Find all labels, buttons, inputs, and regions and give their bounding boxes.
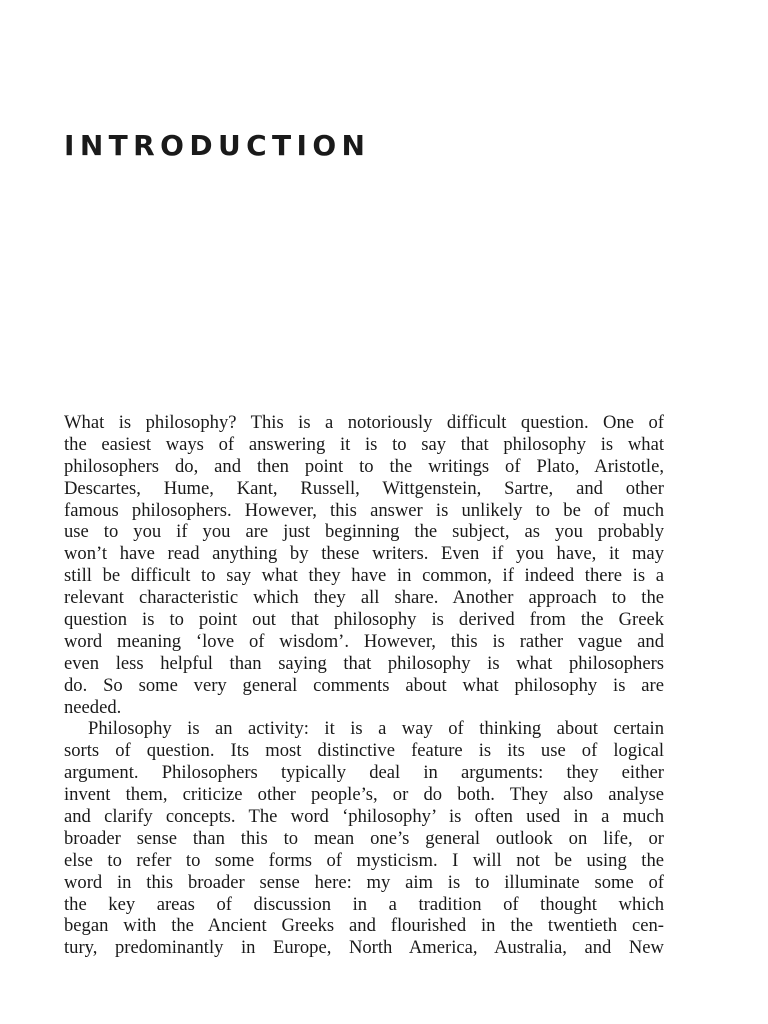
text-line: began with the Ancient Greeks and flourished in the twentieth cen- [64,915,664,937]
chapter-title: INTRODUCTION [64,129,371,162]
text-line: invent them, criticize other people’s, or do both. They also analyse [64,784,664,806]
text-line: the easiest ways of answering it is to say that philosophy is what [64,433,664,455]
text-line: word in this broader sense here: my aim is to illuminate some of [64,871,664,893]
text-line: philosophers do, and then point to the writings of Plato, Aristotle, [64,455,664,477]
text-line: still be difficult to say what they have in common, if indeed there is a [64,565,664,587]
text-line: even less helpful than saying that philosophy is what philosophers [64,652,664,674]
body-text [64,412,664,959]
text-line: Philosophy is an activity: it is a way of thinking about certain [88,718,664,740]
text-line: relevant characteristic which they all share. Another approach to the [64,587,664,609]
text-line: the key areas of discussion in a tradition of thought which [64,893,664,915]
text-line: needed. [64,696,122,718]
text-line: famous philosophers. However, this answer is unlikely to be of much [64,499,664,521]
text-line: Descartes, Hume, Kant, Russell, Wittgenstein, Sartre, and other [64,477,664,499]
text-line: broader sense than this to mean one’s general outlook on life, or [64,827,664,849]
text-line: use to you if you are just beginning the subject, as you probably [64,521,664,543]
text-line: won’t have read anything by these writers. Even if you have, it may [64,543,664,565]
paragraph [64,412,664,718]
text-line: word meaning ‘love of wisdom’. However, this is rather vague and [64,630,664,652]
text-line: and clarify concepts. The word ‘philosophy’ is often used in a much [64,806,664,828]
text-line: question is to point out that philosophy is derived from the Greek [64,609,664,631]
text-line: else to refer to some forms of mysticism. I will not be using the [64,849,664,871]
text-line: argument. Philosophers typically deal in arguments: they either [64,762,664,784]
text-line: sorts of question. Its most distinctive feature is its use of logical [64,740,664,762]
text-line: do. So some very general comments about what philosophy is are [64,674,664,696]
text-line: tury, predominantly in Europe, North America, Australia, and New [64,937,664,959]
paragraph [64,718,664,959]
text-line: What is philosophy? This is a notoriously difficult question. One of [64,412,664,433]
